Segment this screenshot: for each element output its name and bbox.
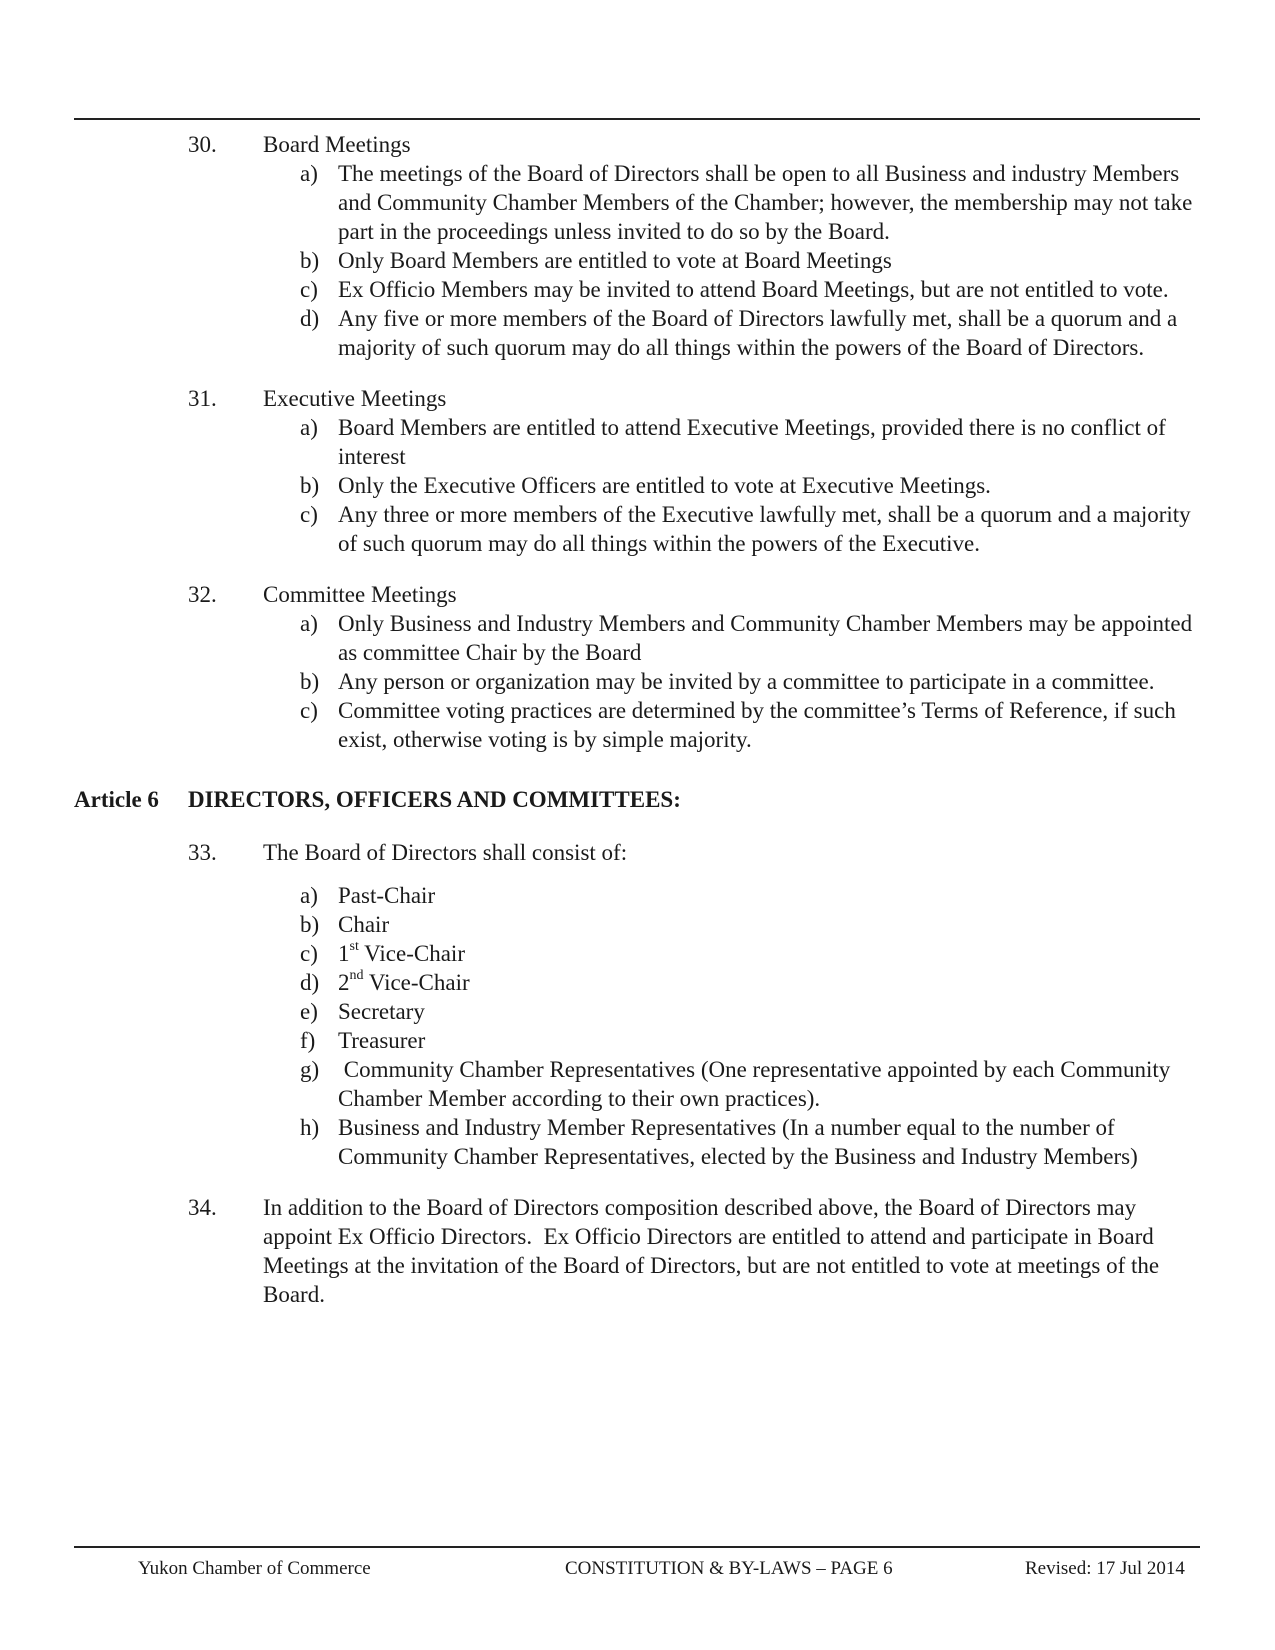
article-title: DIRECTORS, OFFICERS AND COMMITTEES: [188,787,681,812]
section-number: 31. [188,386,217,411]
item-letter: b) [300,669,320,694]
item-text: Chair [338,912,390,937]
list-item [0,471,1210,500]
list-item [0,413,1210,471]
item-text: Only the Executive Officers are entitled to vote at Executive Meetings. [338,473,991,498]
section-title: Executive Meetings [263,386,447,411]
item-text: Committee voting practices are determined by the committee’s Terms of Reference, if such exist, otherwise voting is by simple majority. [338,698,1176,752]
list-item [0,304,1210,362]
list-item [0,1055,1210,1113]
item-text: Board Members are entitled to attend Executive Meetings, provided there is no conflict of interest [338,415,1166,469]
list-item [0,881,1210,910]
section-number: 34. [188,1195,217,1220]
list-item [0,910,1210,939]
section-number: 33. [188,840,217,865]
item-ordinal: 1 [338,941,350,966]
list-item [0,696,1210,754]
item-text: Business and Industry Member Representatives (In a number equal to the number of Community Chamber Representatives, elected by the Business and Industry Members) [338,1115,1138,1169]
item-letter: f) [300,1028,316,1053]
item-letter: d) [300,970,320,995]
item-letter: c) [300,941,318,966]
item-list [0,609,1275,754]
header-rule [74,118,1200,120]
section-32 [0,580,1275,754]
footer-rule [74,1546,1200,1548]
footer-page-label: CONSTITUTION & BY-LAWS – PAGE 6 [565,1558,893,1579]
list-item [0,1113,1210,1171]
item-text: Any person or organization may be invited by a committee to participate in a committee. [338,669,1155,694]
item-letter: b) [300,912,320,937]
list-item [0,246,1210,275]
list-item [0,1026,1210,1055]
section-title: The Board of Directors shall consist of: [263,840,628,865]
list-item [0,609,1210,667]
item-letter: a) [300,883,318,908]
section-title: Committee Meetings [263,582,457,607]
item-letter: e) [300,999,318,1024]
list-item [0,968,1210,997]
item-text: Community Chamber Representatives (One representative appointed by each Community Chamber Member according to their own practices). [338,1057,1177,1111]
item-letter: h) [300,1115,320,1140]
list-item [0,667,1210,696]
list-item [0,159,1210,246]
section-number: 32. [188,582,217,607]
item-text: Treasurer [338,1028,426,1053]
item-text: Secretary [338,999,425,1024]
item-text: Any three or more members of the Executive lawfully met, shall be a quorum and a majority of such quorum may do all things within the powers of the Executive. [338,502,1191,556]
list-item [0,939,1210,968]
document-body [0,130,1275,1331]
list-item [0,275,1210,304]
item-list [0,413,1275,558]
footer-organization: Yukon Chamber of Commerce [138,1558,371,1579]
section-31 [0,384,1275,558]
section-33 [0,838,1275,1171]
item-list [0,159,1275,362]
article-heading [0,784,1275,816]
item-text: Ex Officio Members may be invited to attend Board Meetings, but are not entitled to vote. [338,277,1169,302]
item-list [0,881,1275,1171]
item-letter: d) [300,306,320,331]
item-text: Vice-Chair [363,970,470,995]
item-letter: a) [300,161,318,186]
section-title: Board Meetings [263,132,411,157]
item-letter: c) [300,698,318,723]
section-34 [0,1193,1275,1309]
item-text: Only Business and Industry Members and Community Chamber Members may be appointed as committee Chair by the Board [338,611,1193,665]
list-item [0,500,1210,558]
ordinal-suffix: nd [349,968,364,984]
item-text: Vice-Chair [358,941,465,966]
item-text: Past-Chair [338,883,436,908]
section-30 [0,130,1275,362]
page-footer [0,1556,1275,1582]
footer-revision-date: Revised: 17 Jul 2014 [1025,1558,1185,1579]
item-letter: a) [300,611,318,636]
section-paragraph: In addition to the Board of Directors composition described above, the Board of Directors may appoint Ex Officio Directors. Ex Officio Directors are entitled to attend and participate in Board Meetings at the invitation of the Board of Directors, but are not entitled to vote at meetings of the Board. [263,1195,1165,1307]
item-text: Only Board Members are entitled to vote at Board Meetings [338,248,892,273]
item-ordinal: 2 [338,970,350,995]
list-item [0,997,1210,1026]
ordinal-suffix: st [349,939,359,955]
item-letter: c) [300,277,318,302]
item-text: Any five or more members of the Board of Directors lawfully met, shall be a quorum and a majority of such quorum may do all things within the powers of the Board of Directors. [338,306,1178,360]
article-label: Article 6 [74,787,159,812]
item-letter: a) [300,415,318,440]
section-number: 30. [188,132,217,157]
item-letter: b) [300,248,320,273]
item-letter: c) [300,502,318,527]
item-letter: g) [300,1057,320,1082]
item-text: The meetings of the Board of Directors shall be open to all Business and industry Members and Community Chamber Members of the Chamber; however, the membership may not take part in the proceedings unless invited to do so by the Board. [338,161,1193,244]
item-letter: b) [300,473,320,498]
